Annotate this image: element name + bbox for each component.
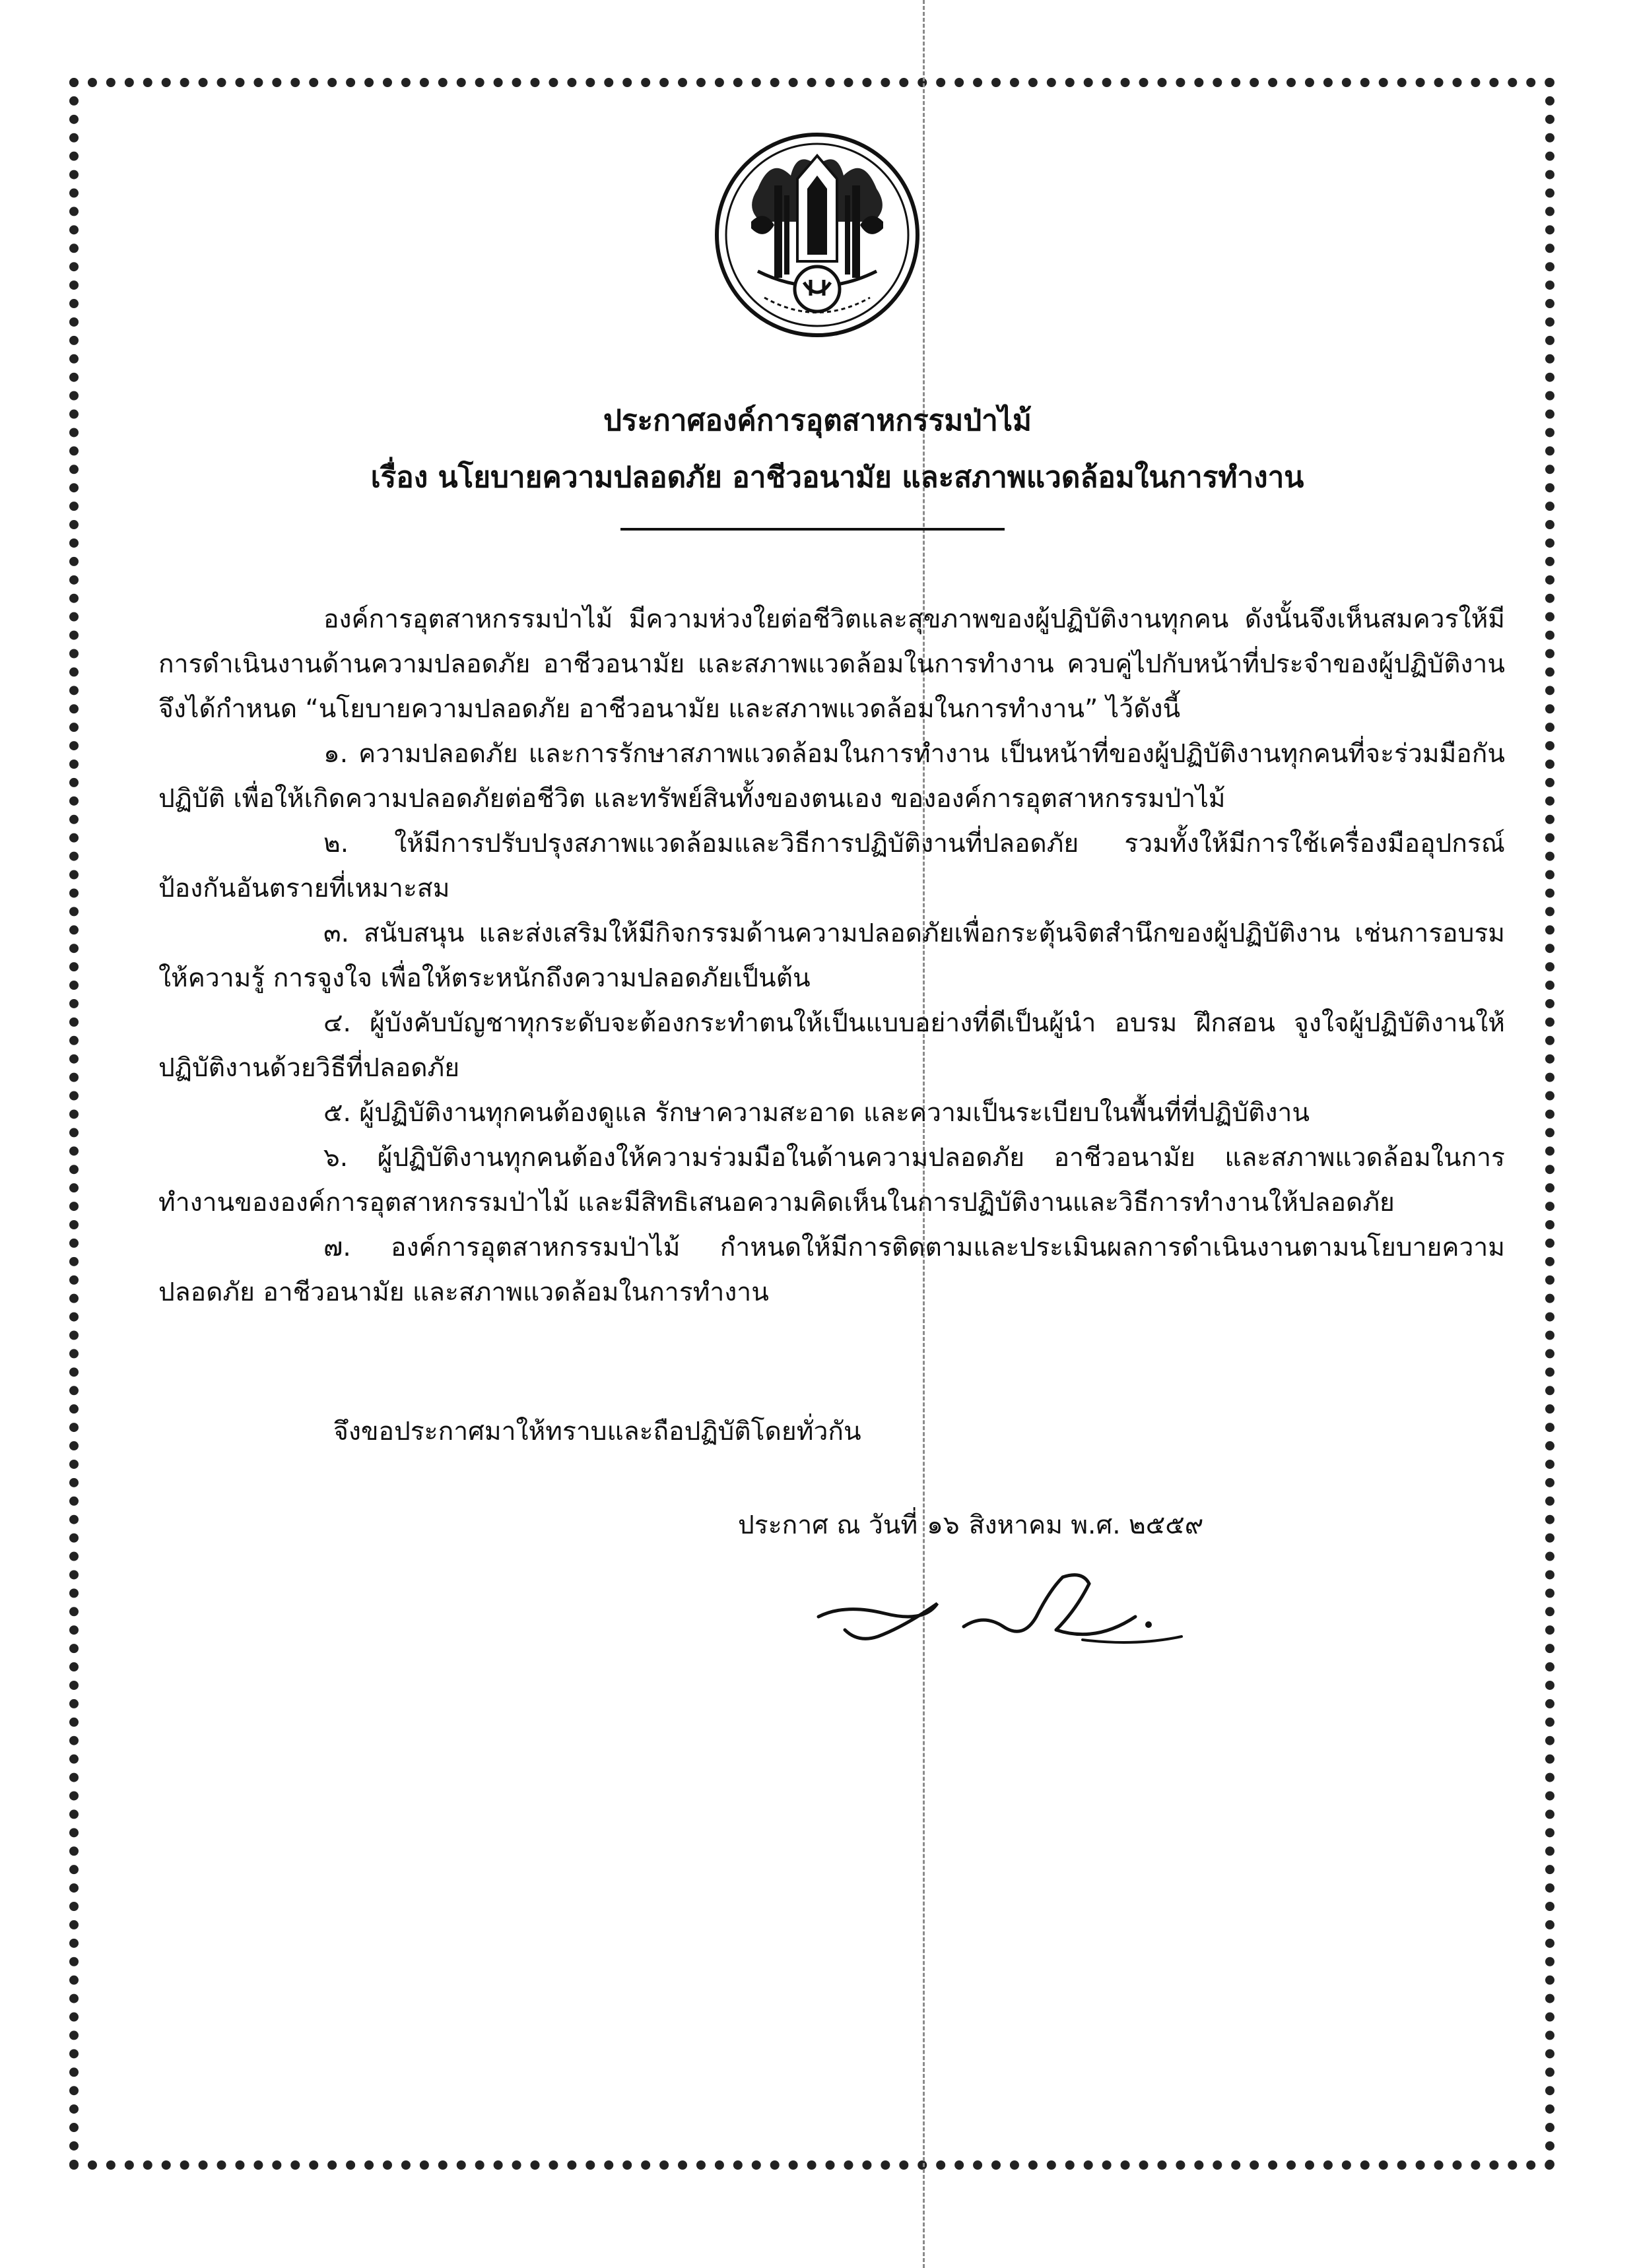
policy-item-3: ๓. สนับสนุน และส่งเสริมให้มีกิจกรรมด้านความปลอดภัยเพื่อกระตุ้นจิตสำนึกของผู้ปฏิบัติงาน เช่นการอบรมให้ความรู้ การจูงใจ เพื่อให้ตระหนักถึงความปลอดภัยเป็นต้น — [158, 919, 1505, 993]
policy-item-6: ๖. ผู้ปฏิบัติงานทุกคนต้องให้ความร่วมมือในด้านความปลอดภัย อาชีวอนามัย และสภาพแวดล้อมในการทำงานขององค์การอุตสาหกรรมป่าไม้ และมีสิทธิเสนอความคิดเห็นในการปฏิบัติงานและวิธีการทำงานให้ปลอดภัย — [158, 1143, 1505, 1217]
announcement-date — [738, 1505, 1213, 1545]
policy-item-2: ๒. ให้มีการปรับปรุงสภาพแวดล้อมและวิธีการปฏิบัติงานที่ปลอดภัย รวมทั้งให้มีการใช้เครื่องมืออุปกรณ์ป้องกันอันตรายที่เหมาะสม — [158, 829, 1505, 903]
announcement-subject: เรื่อง นโยบายความปลอดภัย อาชีวอนามัย และสภาพแวดล้อมในการทำงาน — [370, 461, 1304, 494]
date-day: ๑๖ — [927, 1510, 960, 1540]
date-month-year: สิงหาคม พ.ศ. ๒๕๕๙ — [968, 1510, 1204, 1540]
closing-statement: จึงขอประกาศมาให้ทราบและถือปฏิบัติโดยทั่วกัน — [333, 1417, 861, 1446]
policy-item-7: ๗. องค์การอุตสาหกรรมป่าไม้ กำหนดให้มีการติดตามและประเมินผลการดำเนินงานตามนโยบายความปลอดภัย อาชีวอนามัย และสภาพแวดล้อมในการทำงาน — [158, 1233, 1505, 1307]
policy-item-1: ๑. ความปลอดภัย และการรักษาสภาพแวดล้อมในการทำงาน เป็นหน้าที่ของผู้ปฏิบัติงานทุกคนที่จะร่วมมือกันปฏิบัติ เพื่อให้เกิดความปลอดภัยต่อชีวิต และทรัพย์สินทั้งของตนเอง ขององค์การอุตสาหกรรมป่าไม้ — [158, 739, 1505, 814]
announcement-title: ประกาศองค์การอุตสาหกรรมป่าไม้ — [603, 404, 1032, 437]
date-prefix: ประกาศ ณ วันที่ — [738, 1510, 918, 1540]
policy-item-5: ๕. ผู้ปฏิบัติงานทุกคนต้องดูแล รักษาความสะอาด และความเป็นระเบียบในพื้นที่ที่ปฏิบัติงาน — [323, 1098, 1310, 1128]
organization-seal-logo — [712, 129, 923, 340]
handwritten-signature — [805, 1564, 1215, 1663]
announcement-body — [158, 597, 1505, 1315]
intro-paragraph: องค์การอุตสาหกรรมป่าไม้ มีความห่วงใยต่อชีวิตและสุขภาพของผู้ปฏิบัติงานทุกคน ดังนั้นจึงเห็นสมควรให้มีการดำเนินงานด้านความปลอดภัย อาชีวอนามัย และสภาพแวดล้อมในการทำงาน ควบคู่ไปกับหน้าที่ประจำของผู้ปฏิบัติงานจึงได้กำหนด “นโยบายความปลอดภัย อาชีวอนามัย และสภาพแวดล้อมในการทำงาน” ไว้ดังนี้ — [158, 604, 1505, 724]
policy-item-4: ๔. ผู้บังคับบัญชาทุกระดับจะต้องกระทำตนให้เป็นแบบอย่างที่ดีเป็นผู้นำ อบรม ฝึกสอน จูงใจผู้ปฏิบัติงานให้ปฏิบัติงานด้วยวิธีที่ปลอดภัย — [158, 1008, 1505, 1083]
title-divider — [620, 528, 1005, 531]
